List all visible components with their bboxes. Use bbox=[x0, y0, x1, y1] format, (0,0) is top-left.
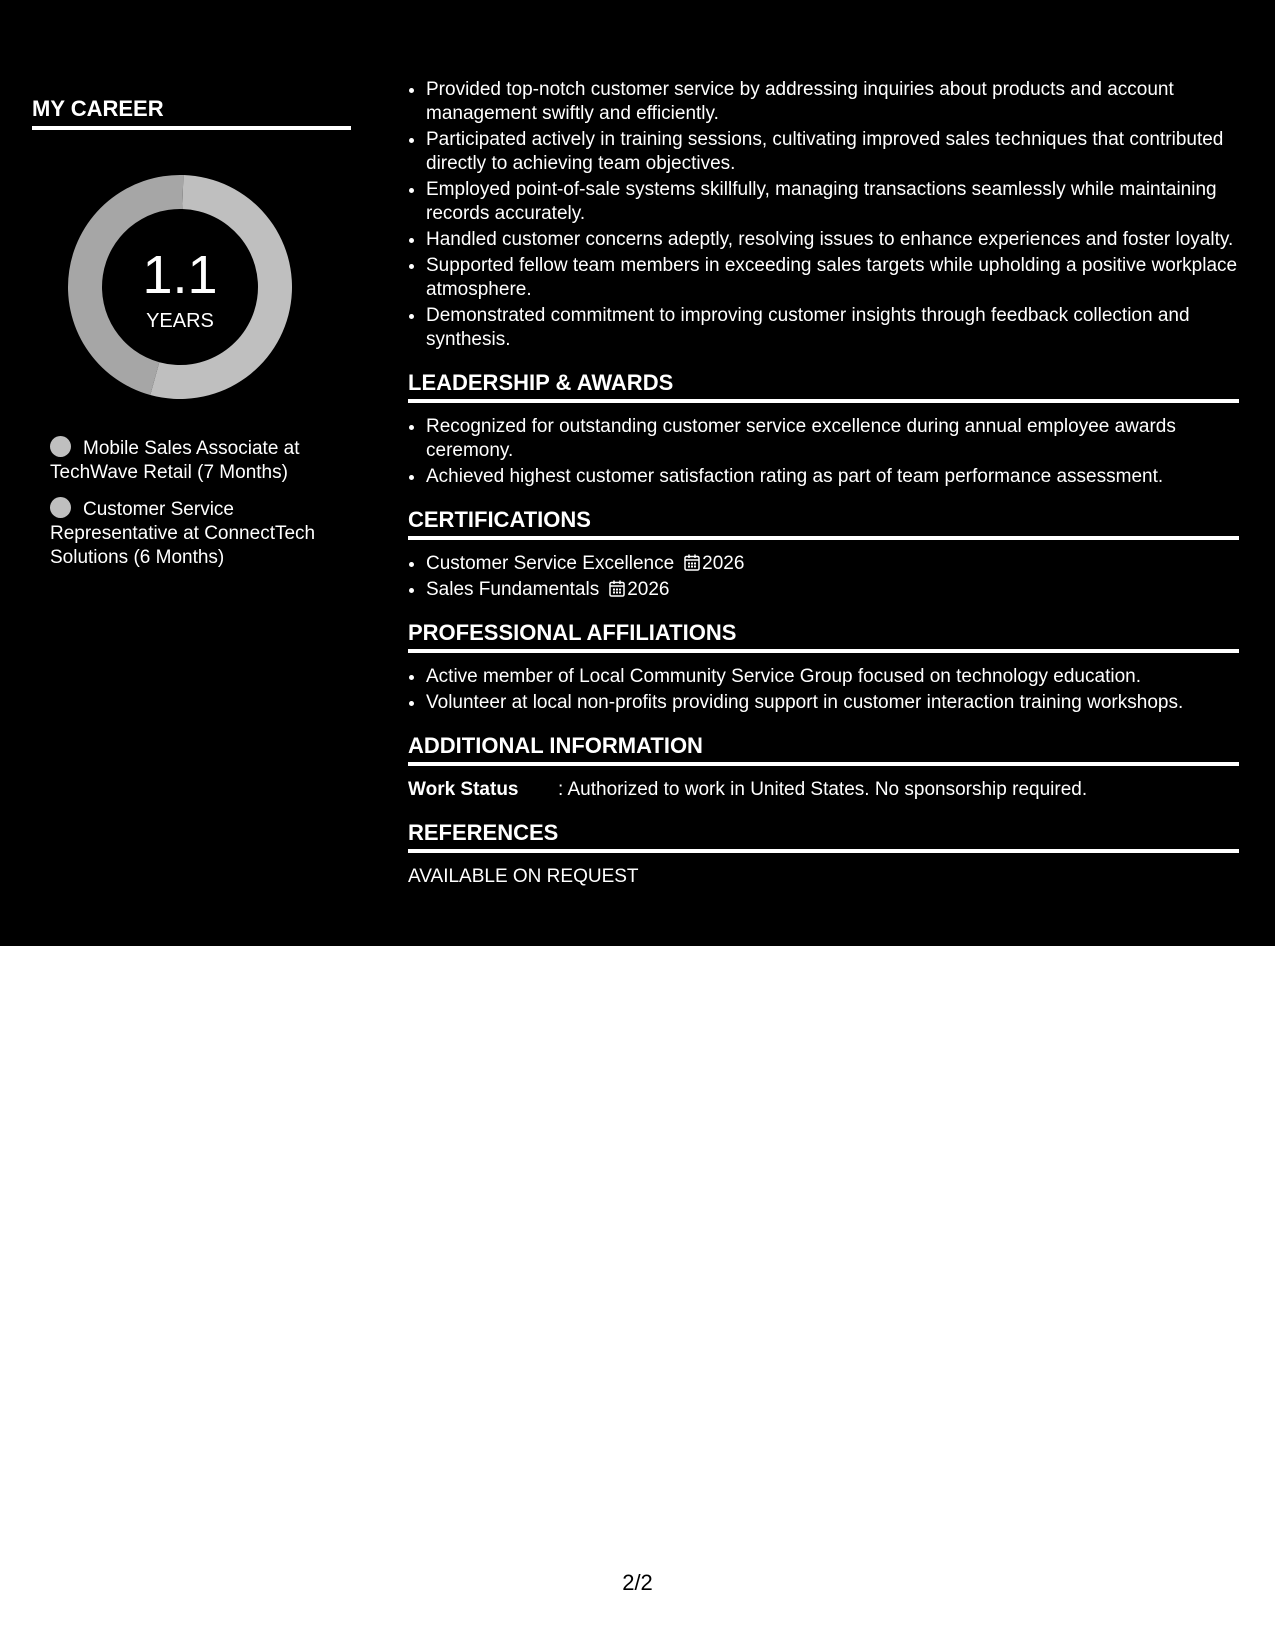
section-title-leadership: LEADERSHIP & AWARDS bbox=[408, 370, 1239, 403]
experience-bullet: • Participated actively in training sessions, cultivating improved sales techniques that contributed directly to achieving team objectives. bbox=[426, 128, 1239, 176]
experience-bullet: • Demonstrated commitment to improving customer insights through feedback collection and synthesis. bbox=[426, 304, 1239, 352]
career-item bbox=[50, 436, 351, 485]
leadership-item: • Recognized for outstanding customer service excellence during annual employee awards ceremony. bbox=[426, 415, 1239, 463]
certifications-list bbox=[408, 552, 1239, 602]
certification-year: 2026 bbox=[627, 579, 670, 600]
bullet-dot-icon bbox=[50, 436, 71, 457]
leadership-item: • Achieved highest customer satisfaction rating as part of team performance assessment. bbox=[426, 465, 1239, 489]
work-status-row bbox=[408, 778, 1239, 802]
certification-year: 2026 bbox=[702, 553, 745, 574]
certification-name: Sales Fundamentals bbox=[426, 579, 600, 600]
certification-name: Customer Service Excellence bbox=[426, 553, 675, 574]
experience-bullet: • Handled customer concerns adeptly, resolving issues to enhance experiences and foster loyalty. bbox=[426, 228, 1239, 252]
experience-bullet: • Provided top-notch customer service by addressing inquiries about products and account management swiftly and efficiently. bbox=[426, 78, 1239, 126]
career-item-text: Customer Service Representative at ConnectTech Solutions (6 Months) bbox=[50, 499, 316, 568]
affiliation-item: • Active member of Local Community Service Group focused on technology education. bbox=[426, 665, 1239, 689]
section-title-additional: ADDITIONAL INFORMATION bbox=[408, 733, 1239, 766]
career-list bbox=[50, 436, 351, 570]
experience-bullet: • Supported fellow team members in exceeding sales targets while upholding a positive workplace atmosphere. bbox=[426, 254, 1239, 302]
work-status-label: Work Status bbox=[408, 779, 519, 800]
section-title-references: REFERENCES bbox=[408, 820, 1239, 853]
career-years-value: 1.1 bbox=[142, 245, 218, 305]
calendar-icon bbox=[684, 554, 700, 571]
bullet-dot-icon bbox=[50, 497, 71, 518]
references-text: AVAILABLE ON REQUEST bbox=[408, 866, 639, 887]
right-column bbox=[408, 78, 1239, 889]
work-status-value: : Authorized to work in United States. No sponsorship required. bbox=[558, 779, 1088, 800]
page-number: 2/2 bbox=[622, 1570, 653, 1595]
left-column bbox=[32, 96, 351, 582]
affiliations-list bbox=[408, 665, 1239, 715]
certification-item bbox=[426, 578, 1239, 602]
career-item-text: Mobile Sales Associate at TechWave Retail (7 Months) bbox=[50, 438, 300, 483]
experience-bullets bbox=[408, 78, 1239, 352]
career-title: MY CAREER bbox=[32, 96, 351, 130]
section-title-affiliations: PROFESSIONAL AFFILIATIONS bbox=[408, 620, 1239, 653]
section-title-certifications: CERTIFICATIONS bbox=[408, 507, 1239, 540]
experience-bullet: • Employed point-of-sale systems skillfully, managing transactions seamlessly while maintaining records accurately. bbox=[426, 178, 1239, 226]
career-years-unit: YEARS bbox=[146, 310, 214, 332]
affiliation-item: • Volunteer at local non-profits providing support in customer interaction training workshops. bbox=[426, 691, 1239, 715]
leadership-list bbox=[408, 415, 1239, 489]
career-donut-chart bbox=[67, 174, 293, 400]
certification-item bbox=[426, 552, 1239, 576]
calendar-icon bbox=[609, 580, 625, 597]
career-item bbox=[50, 497, 351, 570]
